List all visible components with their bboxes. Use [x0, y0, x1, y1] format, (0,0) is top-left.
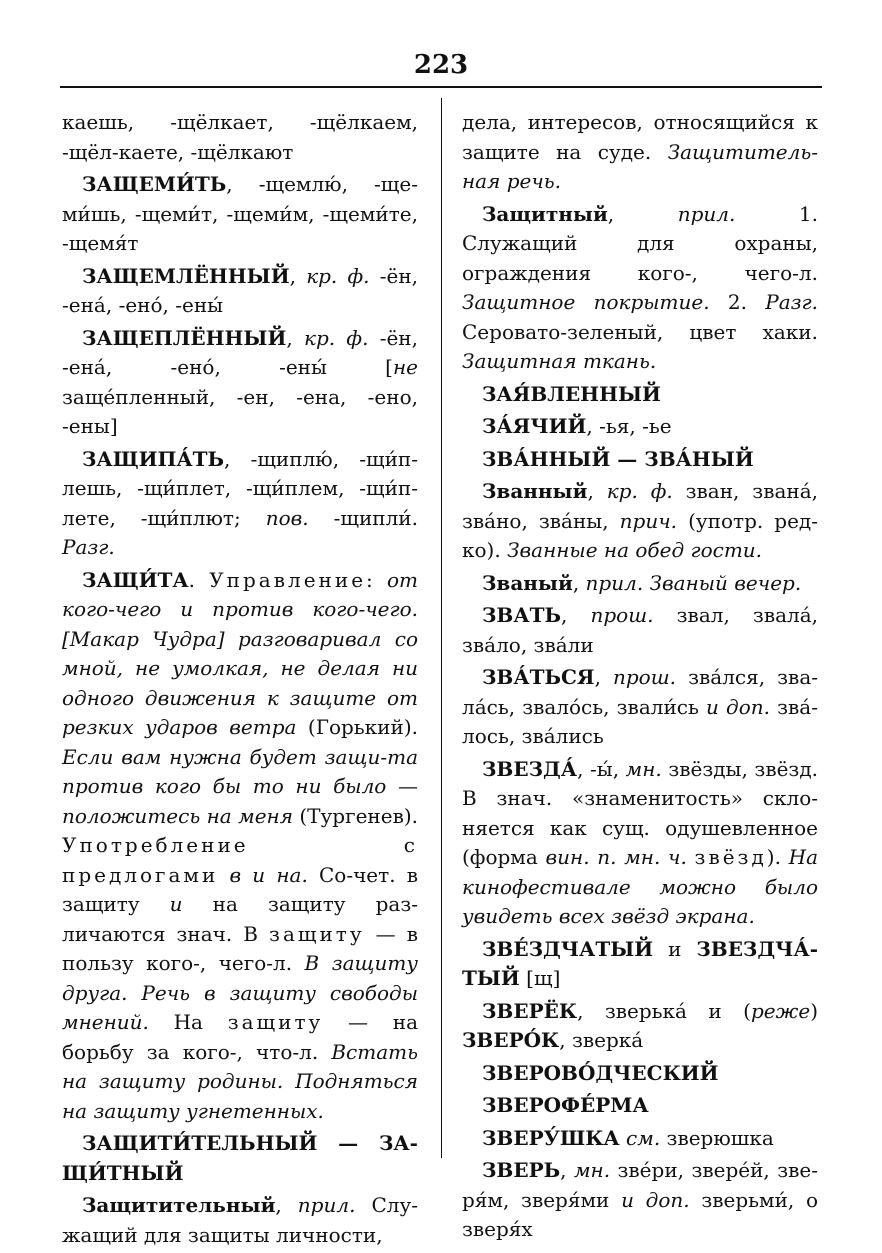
headword: ЗВЕРО́К	[462, 1028, 560, 1052]
italic-note: в и на.	[229, 862, 308, 887]
headword: ЗВАТЬ	[482, 603, 562, 627]
italic-note: вин. п. мн. ч.	[545, 845, 687, 869]
italic-note: Защитная ткань.	[462, 349, 657, 373]
entry-text: ).	[766, 845, 789, 869]
dictionary-entry-zvatsya	[462, 663, 818, 752]
right-column	[462, 108, 818, 1248]
dictionary-entry-zashchita	[62, 566, 418, 1127]
headword: Защитительный	[82, 1193, 276, 1217]
headword: Защитный	[482, 201, 608, 226]
dictionary-entry-zver	[462, 1156, 818, 1245]
entry-text: ,	[572, 570, 586, 595]
italic-note: прил.	[677, 201, 736, 226]
headword: ЗВА́ТЬСЯ	[482, 665, 595, 689]
dictionary-entry-zayachy	[462, 412, 818, 442]
headword: ЗВЕРУ́ШКА	[482, 1125, 620, 1150]
entry-text: , -щемлю́, -ще-ми́шь, -щеми́т, -щеми́м, -щеми́те, -щемя́т	[62, 172, 418, 255]
headword: ЗА́ЯЧИЙ	[482, 414, 587, 438]
dictionary-entry-zvanny-zvany	[462, 445, 818, 475]
italic-note: мн.	[625, 756, 662, 781]
headword: ЗВЕРОВО́ДЧЕСКИЙ	[482, 1060, 719, 1085]
entry-text: ,	[286, 325, 305, 350]
entry-text: зверюшка	[660, 1125, 774, 1150]
entry-text: — на борьбу за кого-, что-л.	[62, 1010, 418, 1064]
italic-note: от кого-чего и против кого-чего. [Макар Чудра] разговаривал со мной, не умолкая, не делая ни одного движения к защите от резких ударов ветра	[62, 567, 418, 739]
entry-text: [щ]	[519, 966, 561, 990]
entry-text: , -ья, -ье	[586, 414, 672, 438]
entry-text: , зверка́	[559, 1028, 644, 1052]
entry-text	[687, 845, 695, 869]
dictionary-entry-zashchelkat-tail	[62, 108, 418, 167]
italic-note: прил.	[297, 1193, 356, 1217]
italic-note: не	[392, 355, 418, 379]
headword: ЗАЩИТИ́ТЕЛЬНЫЙ — ЗА-ЩИ́ТНЫЙ	[62, 1131, 418, 1185]
headword: ЗАЩИ́ТА	[82, 567, 189, 592]
italic-note: Защитное покрытие.	[462, 290, 710, 314]
entry-text: Со-чет. в защиту	[62, 862, 418, 916]
italic-note: пов.	[265, 505, 309, 530]
italic-note: Разг.	[765, 290, 819, 314]
spaced-text: защиту	[269, 921, 365, 946]
entry-text: звал, звала́, зва́ло, зва́ли	[462, 603, 818, 657]
dictionary-entry-zvanny	[462, 477, 818, 566]
italic-note: и	[169, 892, 183, 916]
entry-text: Слу-жащий для защиты личности,	[62, 1193, 419, 1247]
dictionary-entry-zashchipat	[62, 445, 418, 563]
headword: ЗВЕ́ЗДЧАТЫЙ	[482, 936, 654, 961]
dictionary-entry-zvezda	[462, 755, 818, 932]
italic-note: прил.	[585, 570, 644, 595]
italic-note: и доп.	[706, 694, 770, 719]
entry-text: звёзды, звёзд. В знач. «знаменитость» скло-няется как сущ. одушевленное (форма	[462, 756, 818, 869]
entry-text: ,	[594, 665, 613, 689]
entry-text: зверьми́, о зверя́х	[462, 1187, 818, 1241]
entry-text: 1. Служащий для охраны, ограждения кого-, чего-л.	[462, 201, 818, 285]
italic-note: В защиту друга. Речь в защиту свободы мнений.	[62, 951, 418, 1034]
headword: ЗВЕЗДА́	[482, 756, 578, 781]
headword: ЗВЕЗДЧА́-ТЫЙ	[462, 936, 818, 990]
left-column	[62, 108, 418, 1253]
italic-note: кр. ф.	[606, 479, 673, 503]
italic-note: Званные на обед гости.	[507, 538, 763, 562]
entry-text: дела, интересов, относящийся к защите на суде.	[462, 110, 818, 164]
entry-text: и	[653, 936, 697, 961]
spaced-text: защиту	[227, 1010, 324, 1034]
entry-text: Серовато-зеленый, цвет хаки.	[462, 319, 818, 344]
entry-text: зва́-лось, зва́лись	[462, 694, 818, 748]
entry-text: , -ы́,	[577, 756, 626, 781]
headword: Званый	[482, 570, 573, 595]
italic-note: см.	[626, 1125, 661, 1150]
italic-note: Защититель-ная речь.	[462, 139, 818, 193]
headword: ЗАЩЕМИ́ТЬ	[82, 172, 227, 196]
headword: ЗАЩЕПЛЁННЫЙ	[82, 325, 287, 350]
italic-note: прош.	[590, 603, 654, 627]
dictionary-entry-zvany	[462, 569, 818, 599]
italic-note: реже	[750, 998, 811, 1023]
entry-text: .	[188, 567, 210, 592]
entry-text: )	[810, 998, 818, 1023]
entry-text: (употр. ред-ко).	[462, 508, 819, 562]
dictionary-entry-zashcheplenny	[62, 324, 418, 442]
page-number: 223	[413, 50, 469, 80]
entry-text: ,	[607, 201, 678, 226]
entry-text: , зверька́ и (	[577, 998, 751, 1023]
dictionary-entry-zashchemit	[62, 170, 418, 259]
entry-text: На	[148, 1010, 228, 1034]
italic-note: Разг.	[62, 535, 115, 559]
entry-text: каешь, -щёлкает, -щёлкаем, -щёл-каете, -щёлкают	[62, 110, 418, 164]
headword: ЗАЩЕМЛЁННЫЙ	[82, 263, 290, 288]
dictionary-entry-zverovodchesky	[462, 1059, 818, 1089]
dictionary-entry-zashchititelny-header	[62, 1129, 418, 1188]
entry-text	[218, 863, 229, 887]
italic-note: прич.	[619, 508, 678, 533]
dictionary-entry-zveroferma	[462, 1091, 818, 1121]
entry-text: ,	[587, 479, 607, 503]
italic-note: Званый вечер.	[649, 570, 802, 595]
dictionary-entry-zvat	[462, 601, 818, 660]
dictionary-entry-zverushka	[462, 1124, 818, 1154]
spaced-text: Употребление с предлогами	[62, 833, 418, 887]
entry-text: зван, звана́, зва́но, зва́ны,	[462, 479, 818, 533]
dictionary-entry-zashchemlenny	[62, 262, 418, 321]
dictionary-entry-zashchititelny	[62, 1191, 418, 1250]
entry-text: ,	[289, 263, 307, 288]
entry-text: (Тургенев).	[292, 803, 418, 828]
entry-text: 2.	[709, 290, 766, 314]
entry-text: зва́лся, зва-ла́сь, звало́сь, звали́сь	[462, 665, 818, 719]
dictionary-entry-zashchitny	[462, 200, 818, 377]
entry-text: — в пользу кого-, чего-л.	[62, 921, 418, 975]
entry-text: (Горький).	[296, 715, 418, 739]
entry-text: :	[366, 567, 387, 592]
column-divider	[441, 98, 442, 1158]
italic-note: кр. ф.	[304, 325, 369, 350]
italic-note: Встать на защиту родины. Подняться на защиту угнетенных.	[62, 1039, 418, 1123]
italic-note: Если вам нужна будет защи-та против кого бы то ни было — положитесь на меня	[62, 744, 418, 828]
spaced-text: Управление	[209, 567, 367, 592]
italic-note: мн.	[573, 1158, 611, 1182]
dictionary-entry-zashchititelny-tail	[462, 108, 818, 197]
dictionary-entry-zverek	[462, 997, 818, 1056]
italic-note: прош.	[613, 665, 677, 689]
italic-note: На кинофестивале можно было увидеть всех звёзд экрана.	[462, 845, 819, 928]
header-rule	[60, 86, 822, 88]
headword: ЗВЕРЬ	[482, 1158, 561, 1182]
entry-text: зве́ри, звере́й, зве-ря́м, зверя́ми	[462, 1158, 818, 1212]
entry-text: ,	[561, 603, 591, 627]
headword: ЗАЩИПА́ТЬ	[82, 446, 225, 471]
dictionary-entry-zvezdchaty	[462, 935, 818, 994]
spaced-text: звёзд	[694, 845, 767, 869]
headword: ЗВА́ННЫЙ — ЗВА́НЫЙ	[482, 446, 754, 471]
headword: ЗВЕРОФЕ́РМА	[482, 1093, 649, 1117]
italic-note: кр. ф.	[306, 263, 370, 288]
entry-text: -щипли́.	[308, 505, 418, 530]
italic-note: и доп.	[621, 1187, 690, 1212]
headword: Званный	[482, 479, 588, 503]
entry-text: заще́пленный, -ен, -ена, -ено, -ены]	[62, 384, 418, 438]
entry-text: ,	[560, 1158, 574, 1182]
entry-text: , -щиплю́, -щи́п-лешь, -щи́плет, -щи́плем, -щи́п-лете, -щи́плют;	[62, 446, 418, 530]
entry-text: ,	[275, 1193, 298, 1217]
entry-text: -ён, -ена́, -ено́, -ены́ [	[62, 325, 418, 379]
headword: ЗАЯ́ВЛЕННЫЙ	[482, 381, 661, 406]
entry-text: -ён, -ена́, -ено́, -ены́	[62, 263, 419, 317]
headword: ЗВЕРЁК	[482, 998, 578, 1023]
dictionary-entry-zayavlenny	[462, 380, 818, 410]
entry-text: на защиту раз-личаются знач. В	[62, 892, 418, 946]
